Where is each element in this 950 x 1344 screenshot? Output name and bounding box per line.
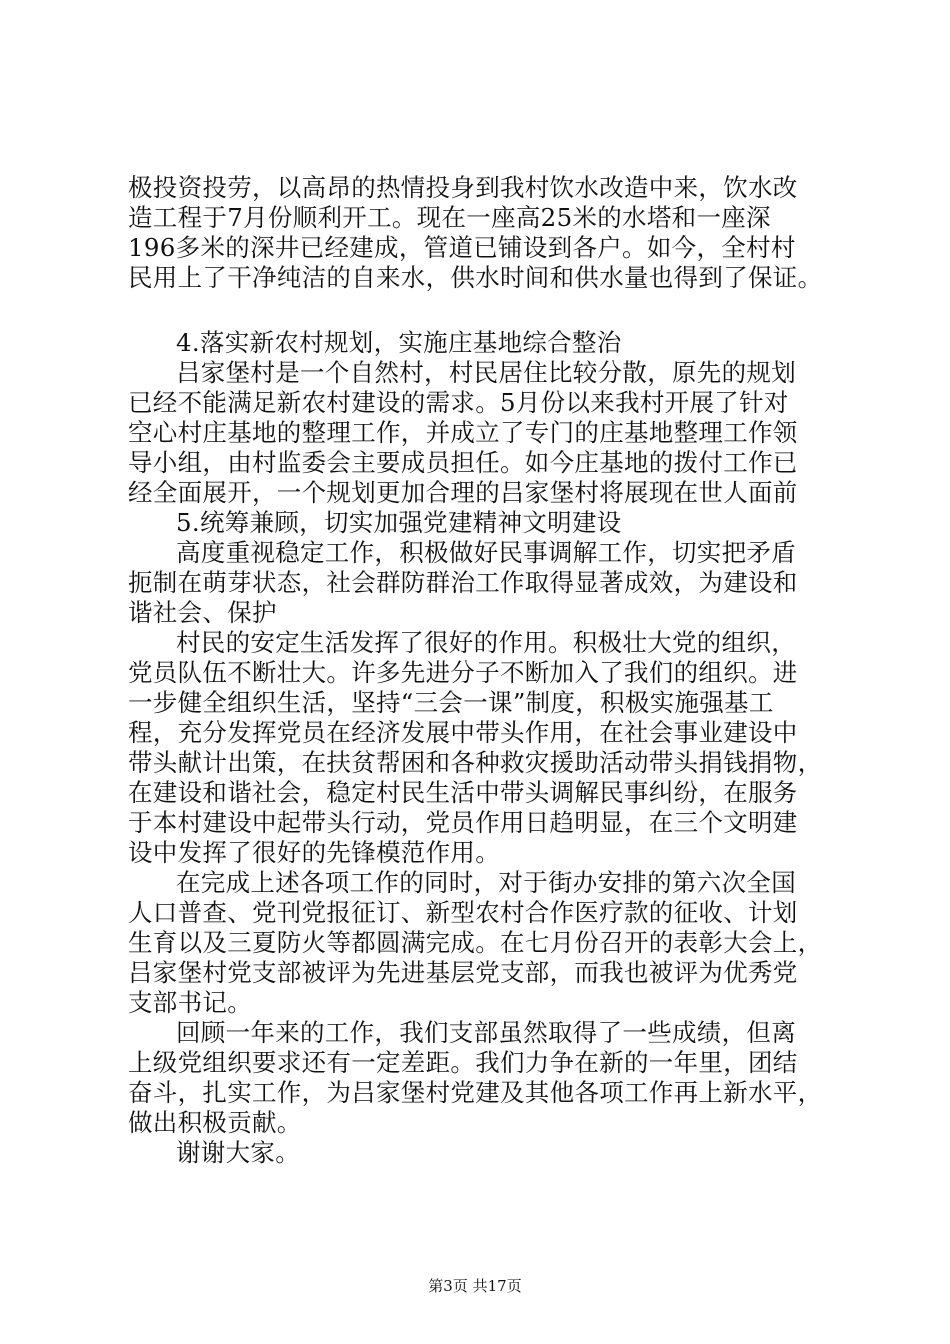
body-line: 人口普查、党刊党报征订、新型农村合作医疗款的征收、计划 — [128, 898, 798, 927]
section-heading: 5.统筹兼顾，切实加强党建精神文明建设 — [176, 508, 622, 537]
body-line: 设中发挥了很好的先锋模范作用。 — [128, 838, 500, 867]
body-line: 吕家堡村是一个自然村，村民居住比较分散，原先的规划 — [176, 358, 796, 387]
body-line: 谐社会、保护 — [128, 598, 277, 627]
closing-remarks — [128, 1138, 828, 1168]
body-line: 极投资投劳，以高昂的热情投身到我村饮水改造中来，饮水改 — [128, 173, 798, 202]
body-line: 吕家堡村党支部被评为先进基层党支部，而我也被评为优秀党 — [128, 958, 798, 987]
body-line: 上级党组织要求还有一定差距。我们力争在新的一年里，团结 — [128, 1048, 798, 1077]
section-5 — [128, 508, 828, 868]
body-line: 在完成上述各项工作的同时，对于街办安排的第六次全国 — [176, 868, 796, 897]
body-line: 村民的安定生活发挥了很好的作用。积极壮大党的组织， — [176, 628, 796, 657]
body-line: 民用上了干净纯洁的自来水，供水时间和供水量也得到了保证。 — [128, 263, 823, 292]
body-line: 高度重视稳定工作，积极做好民事调解工作，切实把矛盾 — [176, 538, 796, 567]
body-line: 经全面展开，一个规划更加合理的吕家堡村将展现在世人面前 — [128, 478, 798, 507]
section-4 — [128, 328, 828, 508]
paragraph-review — [128, 1018, 828, 1138]
body-line: 空心村庄基地的整理工作，并成立了专门的庄基地整理工作领 — [128, 418, 798, 447]
body-line: 导小组，由村监委会主要成员担任。如今庄基地的拨付工作已 — [128, 448, 798, 477]
page-number-footer: 第3页 共17页 — [428, 1277, 522, 1295]
paragraph-water-project — [128, 173, 828, 293]
body-line: 扼制在萌芽状态，社会群防群治工作取得显著成效，为建设和 — [128, 568, 798, 597]
body-line: 谢谢大家。 — [176, 1138, 300, 1167]
paragraph-completed-tasks — [128, 868, 828, 1018]
body-line: 支部书记。 — [128, 988, 252, 1017]
body-line: 生育以及三夏防火等都圆满完成。在七月份召开的表彰大会上， — [128, 928, 823, 957]
body-line: 一步健全组织生活，坚持“三会一课”制度，积极实施强基工 — [128, 688, 774, 717]
body-line: 带头献计出策，在扶贫帮困和各种救灾援助活动带头捐钱捐物， — [128, 748, 823, 777]
body-line: 党员队伍不断壮大。许多先进分子不断加入了我们的组织。进 — [128, 658, 798, 687]
body-line: 回顾一年来的工作，我们支部虽然取得了一些成绩，但离 — [176, 1018, 796, 1047]
body-line: 196多米的深井已经建成，管道已铺设到各户。如今，全村村 — [128, 233, 796, 262]
body-line: 于本村建设中起带头行动，党员作用日趋明显，在三个文明建 — [128, 808, 798, 837]
body-line: 程，充分发挥党员在经济发展中带头作用，在社会事业建设中 — [128, 718, 798, 747]
body-line: 已经不能满足新农村建设的需求。5月份以来我村开展了针对 — [128, 388, 789, 417]
body-line: 造工程于7月份顺利开工。现在一座高25米的水塔和一座深 — [128, 203, 771, 232]
body-line: 做出积极贡献。 — [128, 1108, 302, 1137]
body-line: 在建设和谐社会，稳定村民生活中带头调解民事纠纷，在服务 — [128, 778, 798, 807]
section-heading: 4.落实新农村规划，实施庄基地综合整治 — [176, 328, 622, 357]
body-line: 奋斗，扎实工作，为吕家堡村党建及其他各项工作再上新水平， — [128, 1078, 823, 1107]
